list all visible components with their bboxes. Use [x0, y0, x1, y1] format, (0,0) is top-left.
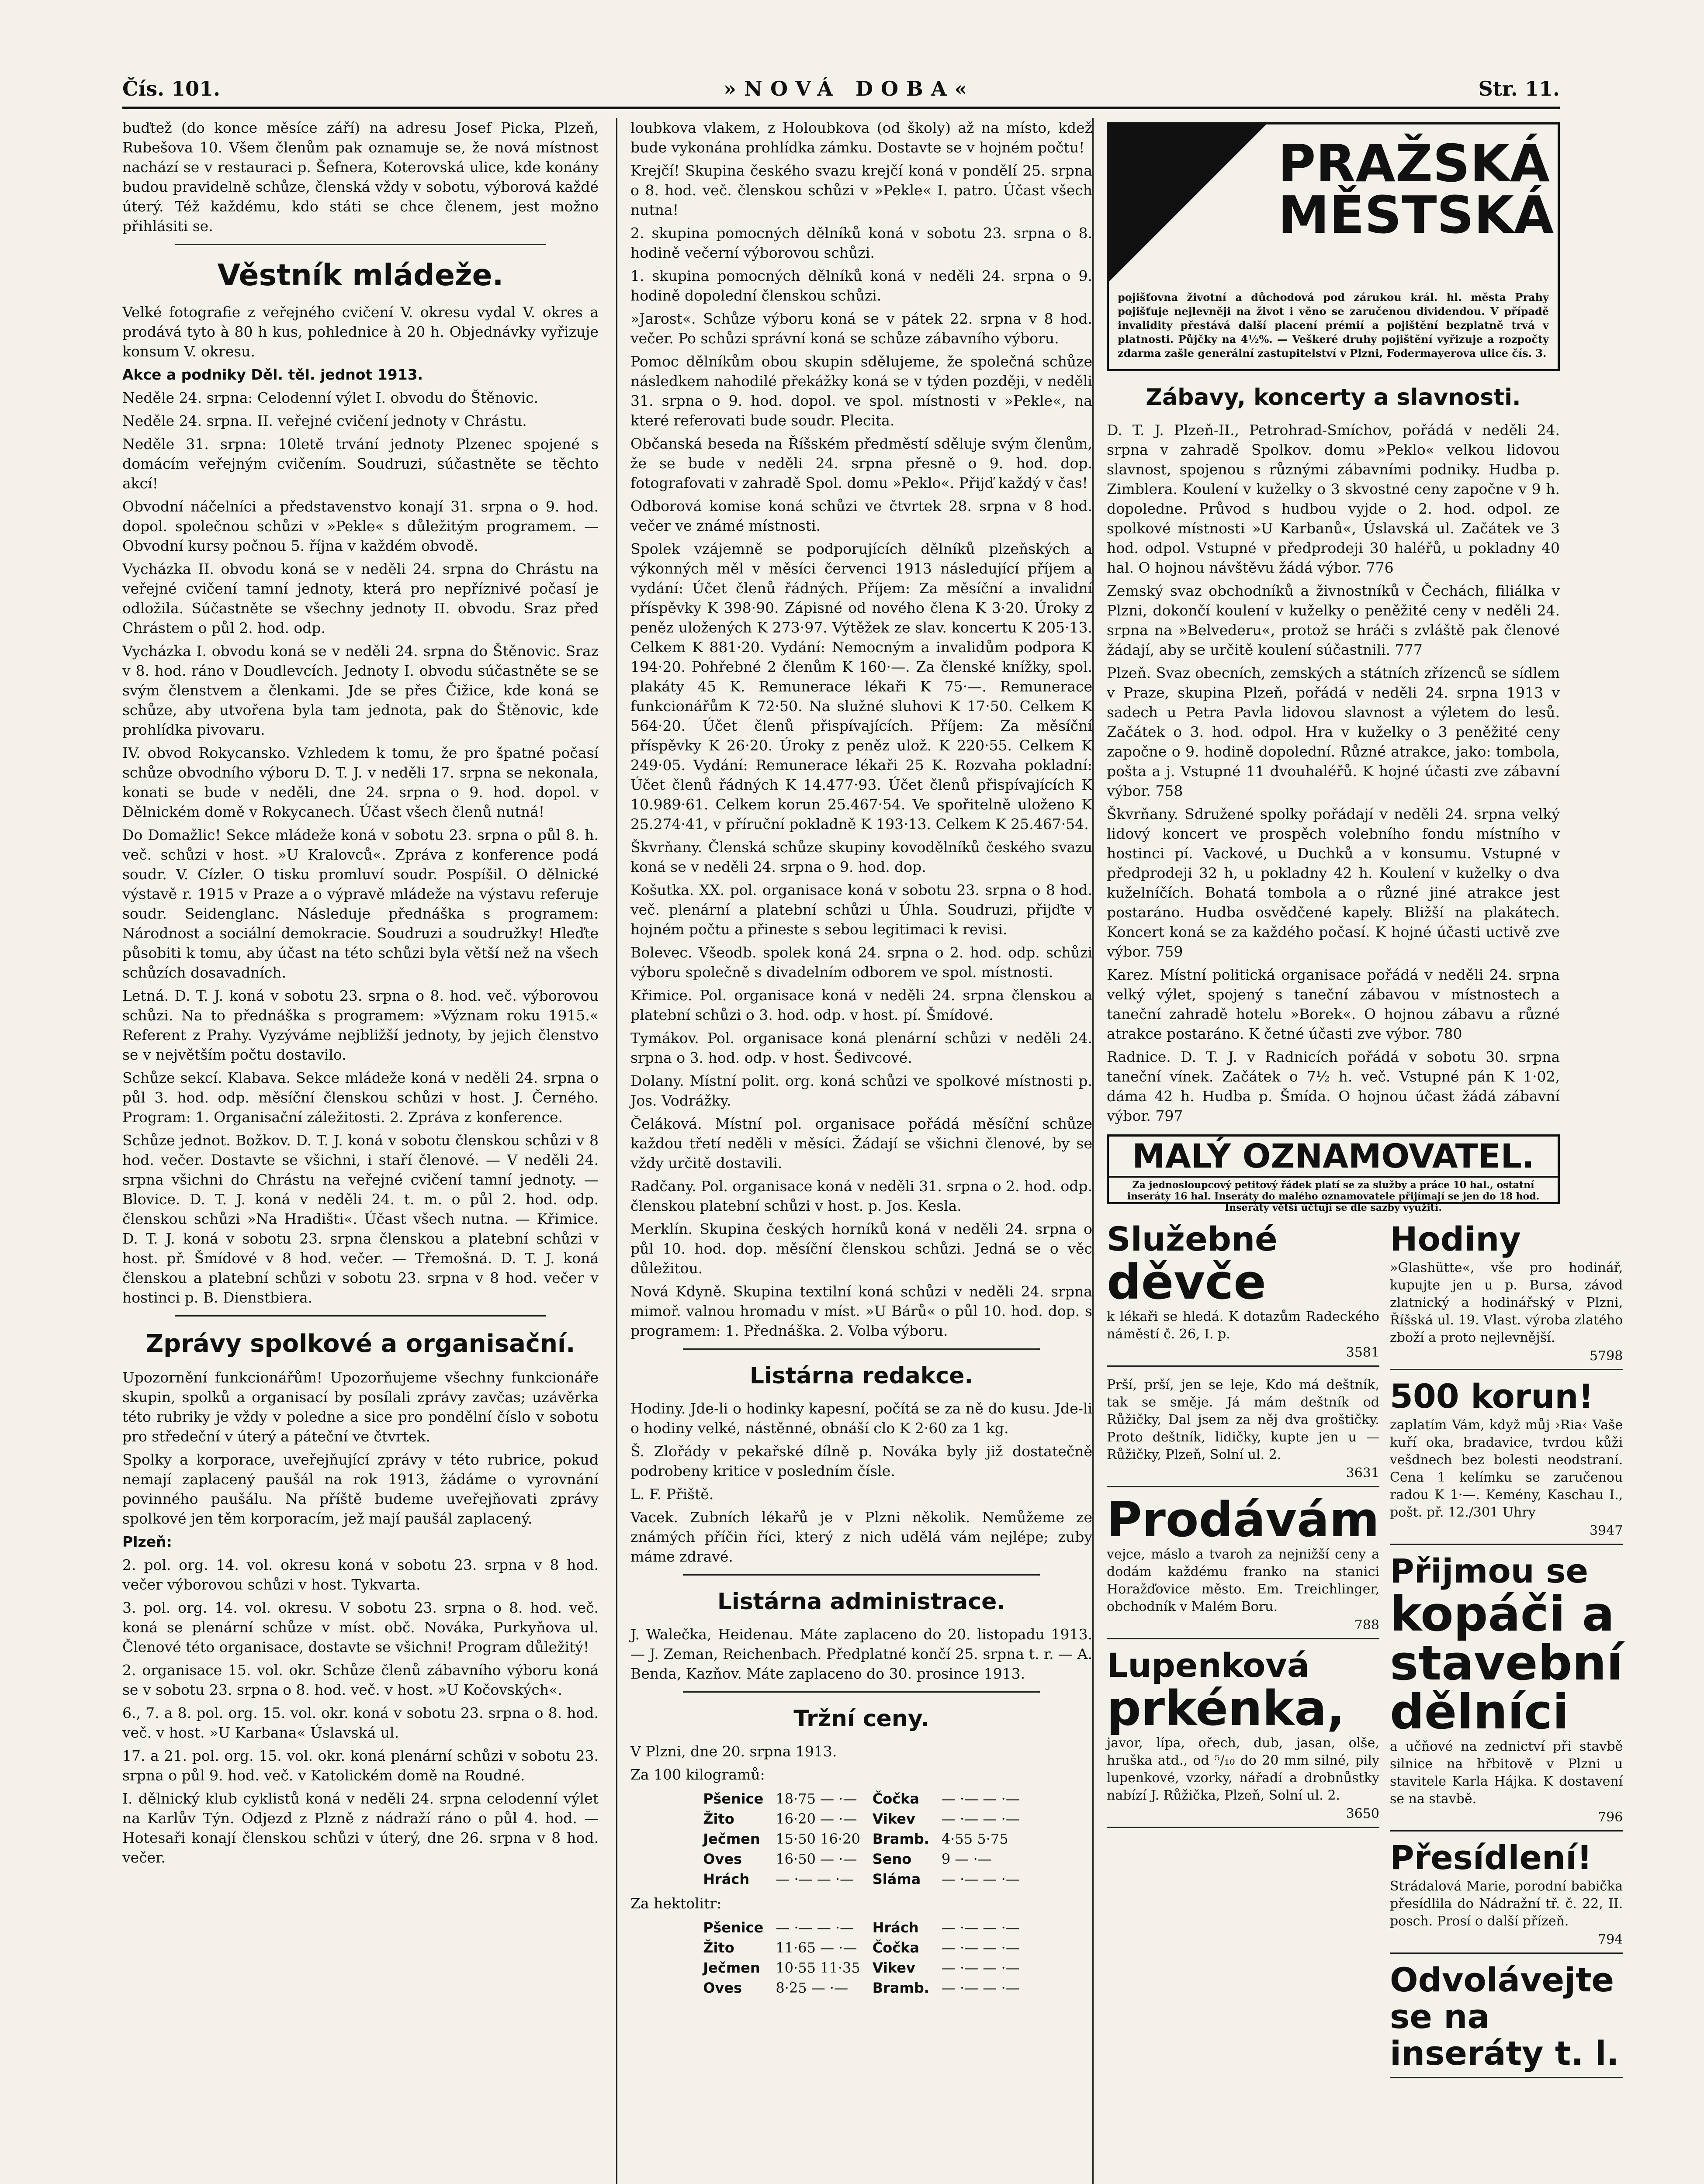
- classified-column-right: [1390, 1217, 1623, 2083]
- commodity-name: Hrách: [872, 1919, 919, 1936]
- ad-code: 3650: [1346, 1806, 1379, 1821]
- commodity-price: — ·— — ·—: [776, 1871, 854, 1887]
- ad-heading: Přesídlení!: [1389, 1838, 1592, 1877]
- news-item: loubkova vlakem, z Holoubkova (od školy) až na místo, kdež bude vykonána prohlídka zámku. Dostavte se v hojném počtu!: [630, 119, 1092, 156]
- classifieds-header: [1107, 1134, 1560, 1213]
- vestnik-item: Neděle 24. srpna. II. veřejné cvičení jednoty v Chrástu.: [122, 412, 527, 429]
- divider: [175, 1315, 546, 1317]
- zpravy-item: 2. pol. org. 14. vol. okresu koná v sobotu 23. srpna v 8 hod. večer výborovou schůzi v host. Tykvarta.: [122, 1556, 599, 1593]
- event-item: Radnice. D. T. J. v Radnicích pořádá v sobotu 30. srpna taneční vínek. Začátek o 7½ h. več. Vstupné pán K 1·02, dáma 42 h. Hudba p. Šmída. O hojnou účast žádá zábavní výbor. 797: [1107, 1048, 1560, 1124]
- commodity-name: Vikev: [872, 1811, 915, 1827]
- vestnik-item: Vycházka I. obvodu koná se v neděli 24. srpna do Štěnovic. Sraz v 8. hod. ráno v Doudlevcích. Jednoty I. obvodu súčastněte se se svým členstvem a členkami. Jde se přes Čižice, kde koná se schůze, aby utvořena byla tam jednota, pak do Štěnovic, kde prohlídka pivovaru.: [122, 643, 599, 738]
- column-2: [616, 118, 1092, 2184]
- ad-headline: prkénka,: [1107, 1680, 1345, 1736]
- ad-heading: 500 korun!: [1389, 1377, 1594, 1416]
- vestnik-item: Do Domažlic! Sekce mládeže koná v sobotu 23. srpna o půl 8. h. več. schůzi v host. »U Kralovců«. Zpráva z konference podá soudr. V. Cízler. O tisku promluví soudr. Pospíšil. O dělnické výstavě r. 1915 v Praze a o výpravě mládeže na výstavu referuje soudr. Seidenglanc. Následuje přednáška s programem: Národnost a sociální demokracie. Soudruzi a soudružky! Hleďte působiti k tomu, aby účast na této schůzi byla větší než na všech schůzích dosavadních.: [122, 826, 599, 981]
- ad-body: vejce, máslo a tvaroh za nejnižší ceny a dodám každému franko na stanici Horažďovice město. Em. Treichlinger, obchodník v Malém Boru.: [1107, 1547, 1379, 1614]
- listarna-admin-text: J. Walečka, Heidenau. Máte zaplaceno do 20. listopadu 1913. — J. Zeman, Reichenbach. Předplatné končí 25. srpna t. r. — A. Benda, Kazňov. Máte zaplaceno do 30. prosince 1913.: [630, 1626, 1092, 1682]
- zpravy-item: Plzeň:: [122, 1533, 172, 1550]
- commodity-name: Hrách: [703, 1871, 750, 1887]
- news-item: Občanská beseda na Říšském předměstí sděluje svým členům, že se bude v neděli 24. srpna přesně o 9. hod. dop. fotografovati v zahradě Spol. domu »Peklo«. Přijď každý v čas!: [630, 435, 1092, 491]
- event-item: Karez. Místní politická organisace pořádá v neděli 24. srpna velký výlet, spojený s taneční zábavou v místnostech a taneční zahradě hotelu »Borek«. O hojnou zábavu a různé atrakce postaráno. K četné účasti zve výbor. 780: [1107, 966, 1560, 1042]
- classified-ad: [1107, 1644, 1379, 1828]
- news-item: Nová Kdyně. Skupina textilní koná schůzi v neděli 24. srpna mimoř. valnou hromadu v míst. »U Bárů« o půl 10. hod. dop. s programem: 1. Přednáška. 2. Volba výboru.: [630, 1283, 1092, 1339]
- classified-column-left: [1107, 1217, 1379, 2083]
- market-unit-kg: Za 100 kilogramů:: [630, 1766, 765, 1783]
- price-row: [697, 1829, 1025, 1849]
- insurance-ad-title: PRAŽSKÁ MĚSTSKÁ: [1278, 133, 1554, 245]
- commodity-name: Žito: [703, 1939, 734, 1956]
- intro-paragraph: buďtež (do konce měsíce září) na adresu Josef Picka, Plzeň, Rubešova 10. Všem členům pak oznamuje se, že nová místnost nachází se v restauraci p. Šefnera, Koterovská ulice, kde konány budou pravidelně schůze, členská vždy v sobotu, výborová každé úterý. Též každému, kdo státi se chce členem, jest možno přihlásiti se.: [122, 119, 599, 235]
- news-item: »Jarost«. Schůze výboru koná se v pátek 22. srpna v 8 hod. večer. Po schůzi správní koná se schůze zábavního výboru.: [630, 310, 1092, 347]
- commodity-price: 16·50 — ·—: [776, 1851, 857, 1867]
- ad-code: 788: [1354, 1617, 1379, 1633]
- ad-code: 794: [1598, 1932, 1623, 1947]
- classified-ad: [1390, 1836, 1623, 1954]
- commodity-name: Pšenice: [703, 1919, 764, 1936]
- zpravy-item: 2. organisace 15. vol. okr. Schůze členů zábavního výboru koná se v sobotu 23. srpna o 8. hod. več. v host. »U Kočovských«.: [122, 1662, 599, 1698]
- ad-headline: děvče: [1107, 1254, 1266, 1310]
- divider: [683, 1574, 1040, 1576]
- market-date: V Plzni, dne 20. srpna 1913.: [630, 1743, 837, 1760]
- commodity-price: 15·50 16·20: [776, 1831, 860, 1847]
- listarna-item: Hodiny. Jde-li o hodinky kapesní, počítá se za ně do kusu. Jde-li o hodiny velké, nástěnné, obnáší clo K 2·60 za 1 kg.: [630, 1400, 1092, 1437]
- commodity-name: Čočka: [872, 1790, 920, 1807]
- news-item: 1. skupina pomocných dělníků koná v neděli 24. srpna o 9. hodině dopolední členskou schůzi.: [630, 267, 1092, 304]
- listarna-item: Š. Zlořády v pekařské dílně p. Nováka byly již dostatečně podrobeny kritice v posledním čísle.: [630, 1443, 1092, 1479]
- commodity-price: — ·— — ·—: [941, 1939, 1020, 1956]
- commodity-name: Oves: [703, 1851, 742, 1867]
- price-row: [697, 1978, 1025, 1998]
- commodity-name: Bramb.: [872, 1980, 929, 1996]
- commodity-price: — ·— — ·—: [941, 1980, 1020, 1996]
- news-item: Krejčí! Skupina českého svazu krejčí koná v pondělí 25. srpna o 8. hod. več. členskou schůzi v »Pekle« I. patro. Účast všech nutna!: [630, 162, 1092, 218]
- ad-heading: Hodiny: [1389, 1220, 1521, 1258]
- market-unit-hl: Za hektolitr:: [630, 1895, 722, 1912]
- news-item: Křimice. Pol. organisace koná v neděli 24. srpna členskou a platební schůzi o 3. hod. odp. v host. pí. Šmídové.: [630, 987, 1092, 1023]
- zpravy-item: 3. pol. org. 14. vol. okresu. V sobotu 23. srpna o 8. hod. več. koná se plenární schůze v míst. obč. Nováka, Purkyňova ul. Členové této organisace, dostavte se všichni! Program důležitý!: [122, 1599, 599, 1655]
- price-table-hl: [697, 1918, 1025, 1998]
- classifieds-terms: Za jednosloupcový petitový řádek platí se za služby a práce 10 hal., ostatní inseráty 16 hal. Inseráty do malého oznamovatele přijímají se jen do 18 hod. Inseráty větší účtují se dle sazby využití.: [1127, 1179, 1540, 1213]
- vestnik-item: Vycházka II. obvodu koná se v neděli 24. srpna do Chrástu na veřejné cvičení tamní jednoty, která pro nepříznivé počasí je odložila. Súčastněte se všechny jednoty II. obvodu. Sraz před Chrástem o půl 2. hod. odp.: [122, 560, 599, 636]
- ad-code: 5798: [1589, 1348, 1623, 1364]
- commodity-name: Oves: [703, 1980, 742, 1996]
- ad-body: Strádalová Marie, porodní babička přesídlila do Nádražní tř. č. 22, II. posch. Prosí o další přízeň.: [1389, 1879, 1623, 1929]
- commodity-price: — ·— — ·—: [941, 1919, 1020, 1936]
- commodity-name: Pšenice: [703, 1790, 764, 1807]
- vestnik-item: Akce a podniky Děl. těl. jednot 1913.: [122, 366, 423, 383]
- commodity-name: Bramb.: [872, 1831, 929, 1847]
- ad-body: a učňové na zednictví při stavbě silnice na hřbitově v Plzni u stavitele Karla Hájka. K dostavení se na stavbě.: [1389, 1739, 1623, 1807]
- commodity-price: — ·— — ·—: [941, 1871, 1020, 1887]
- ad-body: »Glashütte«, vše pro hodinář, kupujte jen u p. Bursa, závod zlatnický a hodinářský v Plzni, Říšská ul. 19. Vlast. výroba zlatého zboží a proto nejlevnější.: [1389, 1260, 1623, 1345]
- price-row: [697, 1938, 1025, 1958]
- ad-heading: Odvolávejte se na inseráty t. l.: [1389, 1960, 1619, 2073]
- news-item: 2. skupina pomocných dělníků koná v sobotu 23. srpna o 8. hodině večerní výborovou schůzi.: [630, 225, 1092, 261]
- commodity-price: 9 — ·—: [941, 1851, 992, 1867]
- event-item: Škvrňany. Sdružené spolky pořádají v neděli 24. srpna velký lidový koncert ve prospěch volebního fondu místního v hostinci pí. Vackové, u Duchků a v konsumu. Vstupné v předprodeji 32 h, u pokladny 42 h. Koulení v kuželky o dva kuželníčích. Bohatá tombola a o různé jiné atrakce jest postaráno. Hudba osvědčené kapely. Bližší na plakátech. Koncert koná se za každého počasí. K hojné účasti uctivě zve výbor. 759: [1107, 805, 1560, 960]
- ad-code: 3947: [1589, 1523, 1623, 1538]
- news-item: Tymákov. Pol. organisace koná plenární schůzi v neděli 24. srpna o 3. hod. odp. v host. Šedivcové.: [630, 1030, 1092, 1066]
- commodity-name: Ječmen: [703, 1959, 760, 1976]
- section-title-listarna-admin: Listárna administrace.: [717, 1589, 1006, 1615]
- divider: [175, 244, 546, 245]
- news-item: Merklín. Skupina českých horníků koná v neděli 24. srpna o půl 10. hod. dop. měsíční členskou schůzi. Jedná se o věc důležitou.: [630, 1220, 1092, 1277]
- commodity-price: 10·55 11·35: [776, 1959, 860, 1976]
- section-title-trzni-ceny: Tržní ceny.: [793, 1706, 929, 1732]
- classified-ads: [1107, 1217, 1623, 2083]
- classified-ad: [1390, 1217, 1623, 1370]
- classified-ad: [1390, 1375, 1623, 1545]
- divider: [683, 1691, 1040, 1693]
- event-item: D. T. J. Plzeň-II., Petrohrad-Smíchov, pořádá v neděli 24. srpna v zahradě Spolkov. domu »Peklo« velkou lidovou slavnost, spojenou s různými zábavními podniky. Hudba p. Zimblera. Koulení v kuželky o 3 skvostné ceny započne v 9 h. dopoledne. Průvod s hudbou vyjde o 2. hod. odpol. ze spolkové místnosti »U Karbanů«, Úslavská ul. Začátek ve 3 hod. odpol. Vstupné v předprodeji 30 haléřů, u pokladny 40 hal. O hojnou návštěvu žádá výbor. 776: [1107, 422, 1560, 576]
- ad-headline: Prodávám: [1107, 1492, 1379, 1548]
- listarna-item: L. F. Přiště.: [630, 1486, 714, 1503]
- classified-ad: [1107, 1217, 1379, 1367]
- zpravy-item: 17. a 21. pol. org. 15. vol. okr. koná plenární schůzi v sobotu 23. srpna o půl 9. hod. več. v Katolickém domě na Roudné.: [122, 1747, 599, 1784]
- commodity-price: — ·— — ·—: [941, 1790, 1020, 1807]
- commodity-price: 11·65 — ·—: [776, 1939, 857, 1956]
- listarna-item: Vacek. Zubních lékařů je v Plzni několik. Nemůžeme ze známých příčin říci, který z nich udělá vám nejlépe; zuby máme zdravé.: [630, 1509, 1092, 1565]
- vestnik-item: Neděle 24. srpna: Celodenní výlet I. obvodu do Štěnovic.: [122, 389, 539, 406]
- commodity-name: Čočka: [872, 1939, 920, 1956]
- vestnik-item: Velké fotografie z veřejného cvičení V. okresu vydal V. okres a prodává tyto à 80 h kus, pohlednice à 20 h. Objednávky vyřizuje konsum V. okresu.: [122, 304, 599, 360]
- section-title-zabavy: Zábavy, koncerty a slavnosti.: [1146, 384, 1521, 411]
- classified-ad: [1107, 1492, 1379, 1639]
- news-item: Odborová komise koná schůzi ve čtvrtek 28. srpna v 8 hod. večer ve známé místnosti.: [630, 498, 1092, 534]
- issue-number: Čís. 101.: [122, 77, 221, 100]
- commodity-name: Žito: [703, 1811, 734, 1827]
- section-title-vestnik: Věstník mládeže.: [217, 258, 504, 293]
- price-row: [697, 1849, 1025, 1869]
- commodity-price: 8·25 — ·—: [776, 1980, 849, 1996]
- vestnik-item: Neděle 31. srpna: 10letě trvání jednoty Plzenec spojené s domácím veřejným cvičením. Soudruzi, súčastněte se těchto akcí!: [122, 435, 599, 492]
- price-row: [697, 1918, 1025, 1938]
- zpravy-item: Spolky a korporace, uveřejňující zprávy v této rubrice, pokud nemají zaplacený paušál na rok 1913, žádáme o vyrovnání povinného paušálu. Na příště budeme uveřejňovati zprávy spolkové jen těm korporacím, jež mají paušál zaplacený.: [122, 1451, 599, 1527]
- event-item: Zemský svaz obchodníků a živnostníků v Čechách, filiálka v Plzni, dokončí koulení v kuželky o peněžité ceny v neděli 24. srpna na »Belvederu«, protož se hráči s zvláště pak členové žádají, aby se určitě koulení súčastnili. 777: [1107, 582, 1560, 658]
- vestnik-item: IV. obvod Rokycansko. Vzhledem k tomu, že pro špatné počasí schůze obvodního výboru D. T. J. v neděli 17. srpna se nekonala, konati se bude v neděli, dne 24. srpna o 9. hod. dopol. v Dělnickém domě v Rokycanech. Účast všech členů nutná!: [122, 744, 599, 820]
- news-item: Radčany. Pol. organisace koná v neděli 31. srpna o 2. hod. odp. členskou platební schůzi v host. p. Jos. Kesla.: [630, 1178, 1092, 1214]
- commodity-name: Vikev: [872, 1959, 915, 1976]
- page-number: Str. 11.: [1478, 77, 1560, 100]
- commodity-price: — ·— — ·—: [941, 1811, 1020, 1827]
- event-item: Plzeň. Svaz obecních, zemských a státních zřízenců se sídlem v Praze, skupina Plzeň, pořádá v neděli 24. srpna 1913 v sadech u Petra Pavla lidovou slavnost a výletem do lesů. Začátek o 3. hod. odpol. Hra v kuželky o 3 peněžité ceny započne o 9. hodině dopolední. Různé atrakce, jako: tombola, pošta a j. Vstupné 11 dvouhaléřů. K hojné účasti zve zábavní výbor. 758: [1107, 664, 1560, 799]
- zpravy-item: 6., 7. a 8. pol. org. 15. vol. okr. koná v sobotu 23. srpna o 8. hod. več. v host. »U Karbana« Úslavská ul.: [122, 1704, 599, 1741]
- vestnik-item: Schůze jednot. Božkov. D. T. J. koná v sobotu členskou schůzi v 8 hod. večer. Dostavte se všichni, i staří členové. — V neděli 24. srpna všichni do Chrástu na veřejné cvičení tamní jednoty. — Blovice. D. T. J. koná v neděli 24. t. m. o půl 2. hod. odp. členskou schůzi »Na Hradišti«. Účast všech nutna. — Křimice. D. T. J. koná v sobotu 23. srpna členskou a platební schůzi v host. př. Šmídové v 8 hod. večer. — Třemošná. D. T. J. koná členskou a platební schůzi v sobotu 23. srpna v 8 hod. večer v hostinci p. B. Dienstbiera.: [122, 1132, 599, 1306]
- page-header: [122, 66, 1560, 109]
- news-item: Dolany. Místní polit. org. koná schůzi ve spolkové místnosti p. Jos. Vodrážky.: [630, 1072, 1092, 1109]
- ad-headline: kopáči a stavební dělníci: [1389, 1586, 1623, 1740]
- classifieds-title: MALÝ OZNAMOVATEL.: [1109, 1137, 1558, 1178]
- vestnik-item: Obvodní náčelníci a představenstvo konají 31. srpna o 9. hod. dopol. společnou schůzi v »Pekle« s důležitým programem. — Obvodní kursy počnou 5. října v každém obvodě.: [122, 498, 599, 554]
- price-row: [697, 1789, 1025, 1809]
- zpravy-item: Upozornění funkcionářům! Upozorňujeme všechny funkcionáře skupin, spolků a organisací by posílali zprávy zavčas; uzávěrka této rubriky je vždy v poledne a sice pro pondělní číslo v sobotu pro středeční v úterý a páteční ve čtvrtek.: [122, 1369, 599, 1445]
- ad-body: javor, lípa, ořech, dub, jasan, olše, hruška atd., od ⁵/₁₀ do 20 mm silné, pily lupenkové, vzorky, nářadí a drobnůstky nabízí J. Růžička, Plzeň, Solní ul. 2.: [1107, 1735, 1379, 1803]
- insurance-ad-text: pojišťovna životní a důchodová pod zárukou král. hl. města Prahy pojišťuje nejlevněji na život i věno se zaručenou dividendou. V případě invalidity přestává další placení prémií a pojištění bezplatně trvá v platnosti. Půjčky na 4½%. — Veškeré druhy pojištění vyřizuje a rozpočty zdarma zašle generální zastupitelství v Plzni, Fodermayerova ulice čís. 3.: [1118, 291, 1549, 359]
- commodity-price: — ·— — ·—: [941, 1959, 1020, 1976]
- commodity-price: — ·— — ·—: [776, 1919, 854, 1936]
- price-row: [697, 1809, 1025, 1829]
- divider: [683, 1348, 1040, 1350]
- ad-body: zaplatím Vám, když můj ›Ria‹ Vaše kuří oka, bradavice, tvrdou kůži vešdnech bez bolesti neodstraní. Cena 1 kelímku se zaručenou radou K 1·—. Kemény, Kaschau I., pošt. př. 12./301 Uhry: [1389, 1417, 1623, 1520]
- commodity-price: 4·55 5·75: [941, 1831, 1008, 1847]
- price-table-kg: [697, 1789, 1025, 1889]
- section-title-zpravy: Zprávy spolkové a organisační.: [145, 1330, 575, 1358]
- column-1: [122, 118, 599, 2184]
- ad-body: Prší, prší, jen se leje, Kdo má deštník, tak se směje. Já mám deštník od Růžičky, Dal jsem za něj dva groštičky. Proto deštník, lidičky, kupte jen u — Růžičky, Plzeň, Solní ul. 2.: [1107, 1377, 1379, 1462]
- ad-corner-decoration: [1109, 124, 1266, 282]
- ad-heading: Služebné: [1107, 1220, 1278, 1258]
- commodity-name: Seno: [872, 1851, 912, 1867]
- ad-heading: Přijmou se: [1389, 1552, 1589, 1590]
- news-item: Čeláková. Místní pol. organisace pořádá měsíční schůze každou třetí neděli v měsíci. Žádají se všichni členové, by se vždy určitě dostavili.: [630, 1115, 1092, 1171]
- ad-code: 796: [1598, 1810, 1623, 1825]
- ad-body: k lékaři se hledá. K dotazům Radeckého náměstí č. 26, I. p.: [1107, 1309, 1379, 1342]
- classified-ad: [1107, 1371, 1379, 1487]
- classified-ad: [1390, 1958, 1623, 2078]
- vestnik-item: Schůze sekcí. Klabava. Sekce mládeže koná v neděli 24. srpna o půl 3. hod. odp. měsíční členskou schůzi v host. J. Černého. Program: 1. Organisační záležitosti. 2. Zpráva z konference.: [122, 1069, 599, 1126]
- classified-ad: [1390, 1549, 1623, 1832]
- news-item: Škvrňany. Členská schůze skupiny kovodělníků českého svazu koná se v neděli 24. srpna o 9. hod. dop.: [630, 839, 1092, 875]
- section-title-listarna-redakce: Listárna redakce.: [749, 1363, 973, 1389]
- commodity-price: 18·75 — ·—: [776, 1790, 857, 1807]
- insurance-ad: [1107, 122, 1560, 371]
- news-item: Bolevec. Všeodb. spolek koná 24. srpna o 2. hod. odp. schůzi výboru společně s divadelním odborem ve spol. místnosti.: [630, 944, 1092, 981]
- commodity-price: 16·20 — ·—: [776, 1811, 857, 1827]
- zpravy-item: I. dělnický klub cyklistů koná v neděli 24. srpna celodenní výlet na Karlův Týn. Odjezd z Plzně z nádraží ráno o půl 4. hod. — Hotesaři konají členskou schůzi v úterý, dne 26. srpna v 8 hod. večer.: [122, 1790, 599, 1866]
- ad-code: 3631: [1346, 1465, 1379, 1481]
- ad-heading: Lupenková: [1107, 1646, 1310, 1685]
- newspaper-title: »NOVÁ DOBA«: [724, 77, 975, 100]
- commodity-name: Ječmen: [703, 1831, 760, 1847]
- price-row: [697, 1958, 1025, 1978]
- news-item: Košutka. XX. pol. organisace koná v sobotu 23. srpna o 8 hod. več. plenární a platební schůzi u Úhla. Soudruzi, přijďte v hojném počtu a přineste s sebou legitimaci k revisi.: [630, 881, 1092, 938]
- price-row: [697, 1869, 1025, 1889]
- news-item: Pomoc dělníkům obou skupin sdělujeme, že společná schůze následkem nahodilé překážky koná se v týden později, v neděli 31. srpna o 9. hod. dopol. ve spol. místnosti v »Pekle«, na které referovati bude soudr. Plecita.: [630, 353, 1092, 429]
- ad-code: 3581: [1346, 1345, 1379, 1360]
- commodity-name: Sláma: [872, 1871, 921, 1887]
- vestnik-item: Letná. D. T. J. koná v sobotu 23. srpna o 8. hod. več. výborovou schůzi. Na to přednáška s programem: »Význam roku 1915.« Referent z Prahy. Vyzýváme nejbližší jednoty, by jejich členstvo se v největším počtu dostavilo.: [122, 987, 599, 1063]
- news-item: Spolek vzájemně se podporujících dělníků plzeňských a výkonných měl v měsíci červenci 1913 následující příjem a vydání: Účet členů řádných. Příjem: Za měsíční a invalidní příspěvky K 398·90. Zápisné od nového člena K 3·20. Úroky z peněz uložených K 273·97. Výtěžek ze slav. koncertu K 205·13. Celkem K 881·20. Vydání: Nemocným a invalidům podpora K 194·20. Pohřebné 2 členům K 160·—. Za členské knížky, spol. plakáty 45 K. Remunerace lékaři K 75·—. Remunerace funkcionářům K 72·50. Na služné sluhovi K 17·50. Celkem K 564·20. Účet členů přispívajících. Příjem: Za měsíční příspěvky K 26·20. Úroky z peněz ulož. K 220·55. Celkem K 249·05. Vydání: Remunerace lékaři 25 K. Rozvaha pokladní: Účet členů řádných K 14.477·93. Účet členů přispívajících K 10.989·61. Celkem korun 25.467·54. Ve spořitelně uloženo K 25.274·41, v příruční pokladně K 193·13. Celkem K 25.467·54.: [630, 540, 1092, 833]
- column-3: [1092, 118, 1623, 2184]
